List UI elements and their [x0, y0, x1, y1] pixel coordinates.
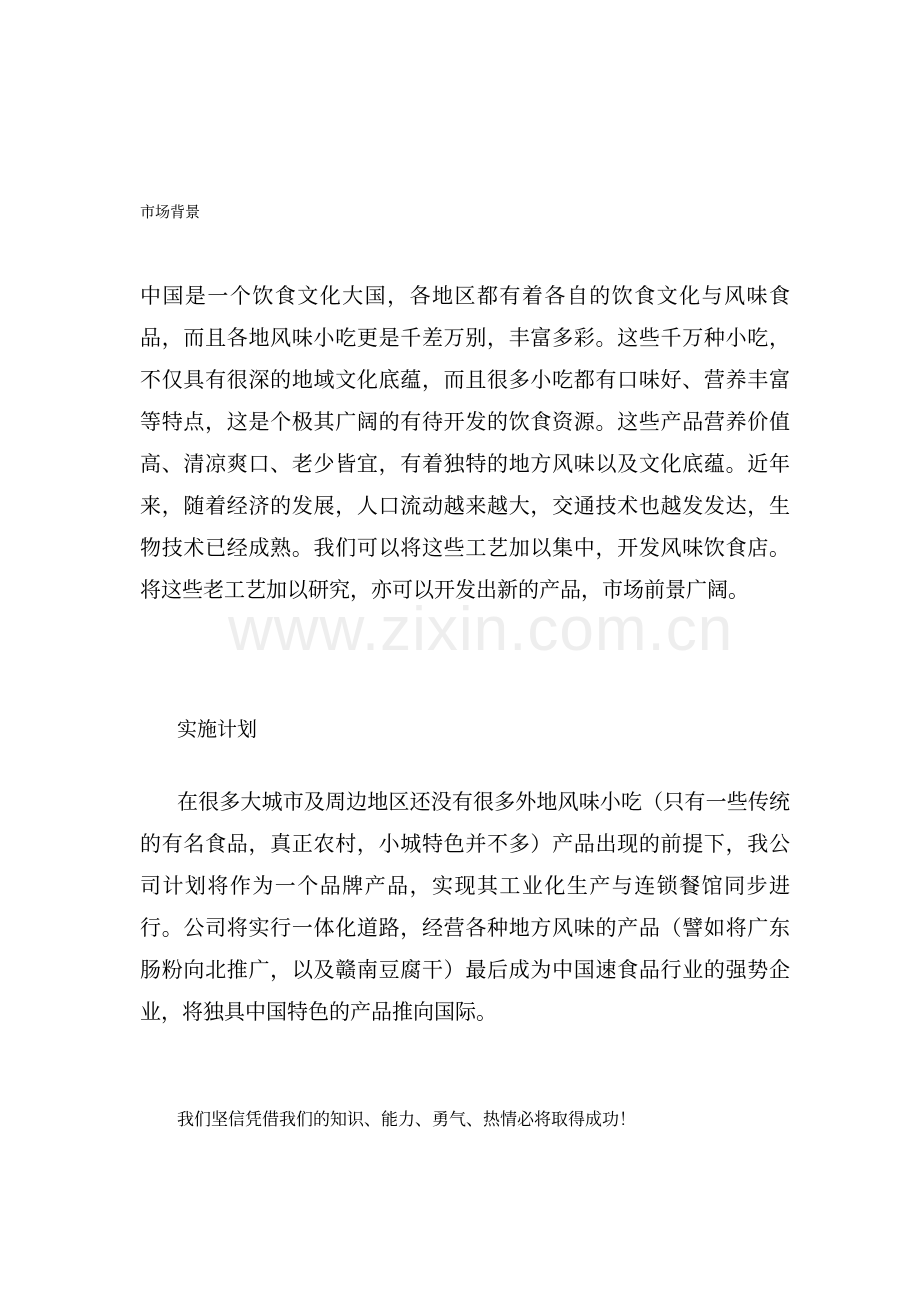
- market-background-paragraph: 中国是一个饮食文化大国，各地区都有着各自的饮食文化与风味食品，而且各地风味小吃更是千差万别，丰富多彩。这些千万种小吃，不仅具有很深的地域文化底蕴，而且很多小吃都有口味好、营养丰富等特点，这是个极其广阔的有待开发的饮食资源。这些产品营养价值高、清凉爽口、老少皆宜，有着独特的地方风味以及文化底蕴。近年来，随着经济的发展，人口流动越来越大，交通技术也越发发达，生物技术已经成熟。我们可以将这些工艺加以集中，开发风味饮食店。将这些老工艺加以研究，亦可以开发出新的产品，市场前景广阔。: [140, 284, 790, 602]
- market-background-heading: 市场背景: [140, 203, 201, 221]
- implementation-plan-heading: 实施计划: [177, 717, 257, 741]
- implementation-plan-paragraph: 在很多大城市及周边地区还没有很多外地风味小吃（只有一些传统的有名食品，真正农村，小城特色并不多）产品出现的前提下，我公司计划将作为一个品牌产品，实现其工业化生产与连锁餐馆同步进行。公司将实行一体化道路，经营各种地方风味的产品（譬如将广东肠粉向北推广，以及赣南豆腐干）最后成为中国速食品行业的强势企业，将独具中国特色的产品推向国际。: [140, 790, 790, 1024]
- watermark: www.zixin.com.cn: [228, 595, 734, 664]
- closing-statement: 我们坚信凭借我们的知识、能力、勇气、热情必将取得成功！: [177, 1110, 636, 1130]
